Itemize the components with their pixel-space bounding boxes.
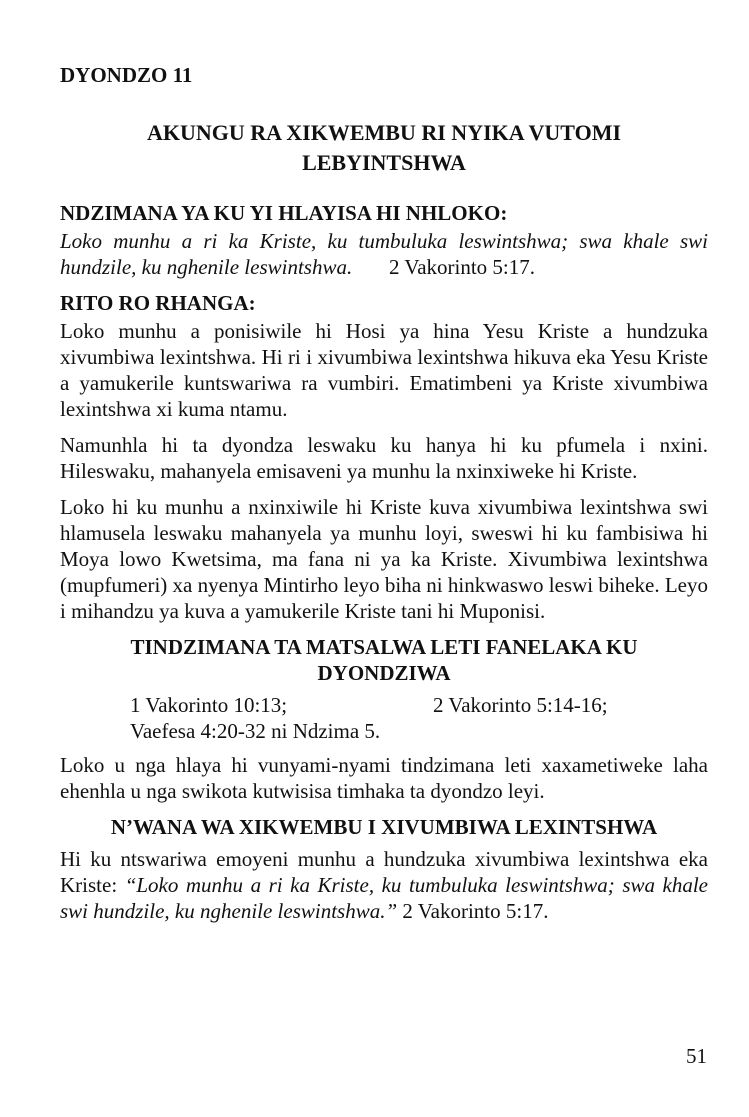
memory-verse [60, 228, 708, 280]
scripture-references [130, 692, 708, 744]
memory-verse-spacer [357, 255, 383, 279]
memory-verse-text: Loko munhu a ri ka Kriste, ku tumbuluka leswintshwa; swa khale swi hundzile, ku nghenile leswintshwa. [60, 229, 708, 279]
lesson-label: DYONDZO 11 [60, 63, 193, 87]
scripture-note: Loko u nga hlaya hi vunyami-nyami tindzimana leti xaxametiweke laha ehenhla u nga swikota kutwisisa timhaka ta dyondzo leyi. [60, 753, 708, 803]
intro-heading: RITO RO RHANGA: [60, 291, 256, 315]
final-paragraph-reference: 2 Vakorinto 5:17. [397, 899, 549, 923]
lesson-title [60, 118, 708, 178]
lesson-title-line-2: LEBYINTSHWA [302, 150, 466, 175]
scripture-reference-2: 2 Vakorinto 5:14-16; [433, 693, 608, 717]
scripture-reference-1: 1 Vakorinto 10:13; [130, 693, 288, 717]
section-heading: N’WANA WA XIKWEMBU I XIVUMBIWA LEXINTSHWA [110, 815, 658, 839]
memory-verse-reference: 2 Vakorinto 5:17. [388, 255, 536, 279]
final-paragraph [60, 846, 708, 924]
page-number: 51 [686, 1044, 707, 1068]
scripture-heading [60, 634, 708, 686]
memory-verse-heading: NDZIMANA YA KU YI HLAYISA HI NHLOKO: [60, 201, 508, 225]
scripture-heading-line-2: DYONDZIWA [317, 661, 451, 685]
scripture-reference-row [130, 692, 708, 718]
intro-paragraph-2: Namunhla hi ta dyondza leswaku ku hanya hi ku pfumela i nxini. Hileswaku, mahanyela emisaveni ya munhu la nxinxiweke hi Kriste. [60, 433, 708, 483]
scripture-reference-row [130, 718, 708, 744]
final-paragraph-quote: “Loko munhu a ri ka Kriste, ku tumbuluka leswintshwa; swa khale swi hundzile, ku nghenile leswintshwa.” [60, 873, 708, 923]
intro-paragraph-1: Loko munhu a ponisiwile hi Hosi ya hina Yesu Kriste a hundzuka xivumbiwa lexintshwa. Hi ri i xivumbiwa lexintshwa hikuva eka Yesu Kriste a yamukerile kuntswariwa ra vumbiri. Ematimbeni ya Kriste xivumbiwa lexintshwa xi kuma ntamu. [60, 319, 708, 421]
scripture-heading-line-1: TINDZIMANA TA MATSALWA LETI FANELAKA KU [130, 635, 638, 659]
scripture-reference-3: Vaefesa 4:20-32 ni Ndzima 5. [130, 719, 381, 743]
lesson-title-line-1: AKUNGU RA XIKWEMBU RI NYIKA VUTOMI [146, 120, 622, 145]
page-content [60, 62, 708, 934]
final-paragraph-lead: Hi ku ntswariwa emoyeni munhu a hundzuka xivumbiwa lexintshwa eka Kriste: [60, 847, 708, 897]
intro-paragraph-3: Loko hi ku munhu a nxinxiwile hi Kriste kuva xivumbiwa lexintshwa swi hlamusela leswaku mahanyela ya munhu loyi, sweswi hi ku fambisiwa hi Moya lowo Kwetsima, ma fana ni ya ka Kriste. Xivumbiwa lexintshwa (mupfumeri) xa nyenya Mintirho leyo biha ni hinkwaswo leswi biheke. Leyo i mihandzu ya kuva a yamukerile Kriste tani hi Muponisi. [60, 495, 708, 623]
